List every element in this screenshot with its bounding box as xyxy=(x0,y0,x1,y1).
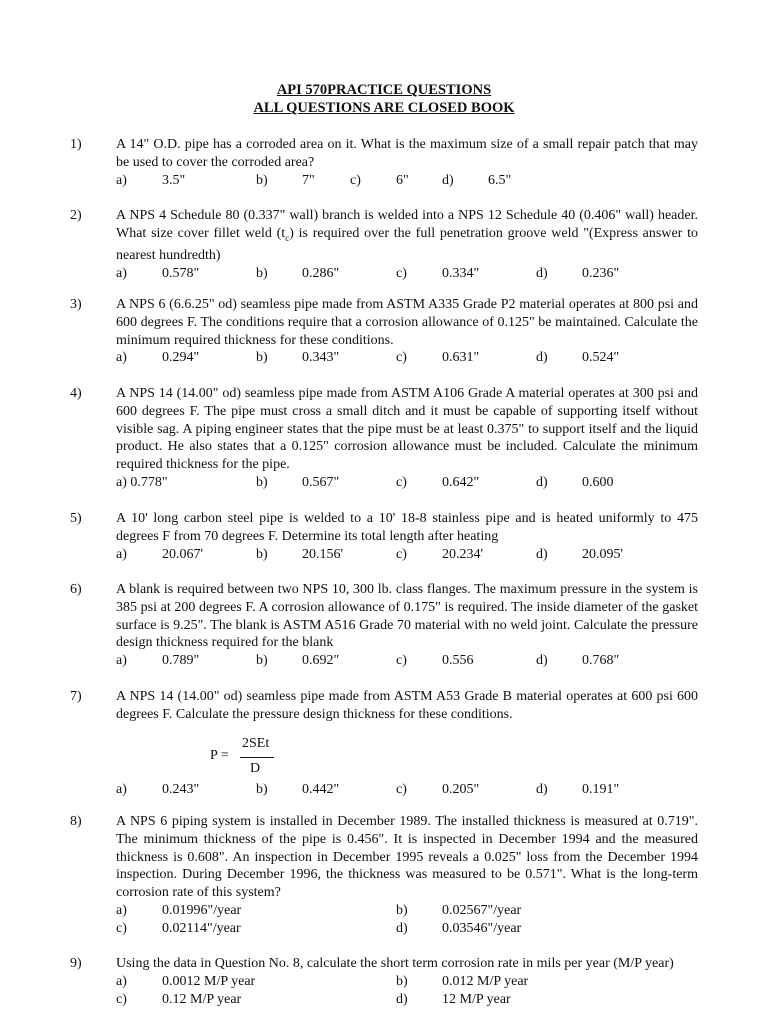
option-c-value: 0.02114"/year xyxy=(162,920,241,936)
option-d-value: 0.191" xyxy=(582,781,620,797)
answer-options-row-2 xyxy=(116,920,698,938)
question-text: Using the data in Question No. 8, calculate the short term corrosion rate in mils per year (M/P year) xyxy=(116,956,674,971)
option-b-value: 0.442" xyxy=(302,781,340,797)
option-b-value: 0.343" xyxy=(302,350,340,366)
option-a-label: a) xyxy=(116,350,127,366)
question-6 xyxy=(70,581,698,670)
option-a-label: a) xyxy=(116,172,127,188)
page-title: API 570PRACTICE QUESTIONS xyxy=(276,82,492,98)
option-a-label: a) xyxy=(116,781,127,797)
question-number: 9) xyxy=(70,956,82,971)
answer-options xyxy=(116,781,698,799)
option-c-label: c) xyxy=(396,653,407,669)
option-a-label: a) xyxy=(116,653,127,669)
option-d-value: 6.5" xyxy=(488,172,512,188)
question-text: A NPS 4 Schedule 80 (0.337" wall) branch is welded into a NPS 12 Schedule 40 (0.406" wall) header. What size cover fillet weld $(t_c)$ is required over the full penetration groove weld "(Express answer to nearest hundredth) xyxy=(116,208,698,264)
option-d-label: d) xyxy=(442,172,454,188)
option-a-value: 0.243" xyxy=(162,781,200,797)
option-d-value: 0.03546"/year xyxy=(442,920,522,936)
question-text: A NPS 6 piping system is installed in December 1989. The installed thickness is measured at 0.719". The minimum thickness of the pipe is 0.456". It is inspected in December 1994 and the measured thickness is 0.608". An inspection in December 1995 reveals a 0.025" loss from the December 1994 inspection. During December 1996, the thickness was measured to be 0.571". What is the long-term corrosion rate of this system? xyxy=(116,814,698,901)
option-c-value: 20.234' xyxy=(442,546,484,562)
option-b-value: 0.012 M/P year xyxy=(442,973,529,989)
question-3 xyxy=(70,296,698,367)
option-d-value: 0.768" xyxy=(582,653,620,669)
question-number: 5) xyxy=(70,511,82,526)
formula-denominator: D xyxy=(250,760,261,776)
question-5 xyxy=(70,510,698,563)
option-b-value: 0.567" xyxy=(302,474,340,490)
question-text: A blank is required between two NPS 10, 300 lb. class flanges. The maximum pressure in the system is 385 psi at 200 degrees F. A corrosion allowance of 0.175" is required. The inside diameter of the gasket surface is 9.25". The blank is ASTM A516 Grade 70 material with no weld joint. Calculate the pressure design thickness required for the blank xyxy=(116,582,698,651)
answer-options xyxy=(116,349,698,367)
option-b-value: 0.02567"/year xyxy=(442,902,522,918)
option-b-label: b) xyxy=(256,474,268,490)
option-d-label: d) xyxy=(536,474,548,490)
option-c-label: c) xyxy=(396,350,407,366)
option-a-value: 0.294" xyxy=(162,350,200,366)
option-b-value: 0.286" xyxy=(302,266,340,282)
option-c-value: 0.12 M/P year xyxy=(162,991,242,1007)
answer-options xyxy=(116,546,698,564)
option-b-label: b) xyxy=(396,973,408,989)
option-a-label: a) 0.778" xyxy=(116,474,168,490)
answer-options-row-1 xyxy=(116,902,698,920)
option-c-label: c) xyxy=(396,546,407,562)
option-c-value: 6" xyxy=(396,172,409,188)
option-b-value: 20.156' xyxy=(302,546,344,562)
fraction-bar xyxy=(240,757,274,758)
option-b-label: b) xyxy=(256,653,268,669)
question-number: 2) xyxy=(70,208,82,223)
question-text: A NPS 14 (14.00" od) seamless pipe made from ASTM A106 Grade A material operates at 300 psi and 600 degrees F. The pipe must cross a small ditch and it must be capable of supporting itself without visible sag. A piping engineer states that the pipe must be at least 0.375" to support itself and the liquid product. He also states that a 0.125" corrosion allowance must be included. Calculate the minimum required thickness for the pipe. xyxy=(116,386,698,473)
option-a-label: a) xyxy=(116,902,127,918)
answer-options xyxy=(116,265,698,283)
option-a-value: 20.067' xyxy=(162,546,204,562)
answer-options-row-2 xyxy=(116,991,698,1009)
option-c-value: 0.556 xyxy=(442,653,474,669)
question-number: 6) xyxy=(70,582,82,597)
question-9 xyxy=(70,955,698,1008)
option-b-label: b) xyxy=(256,781,268,797)
option-b-label: b) xyxy=(256,546,268,562)
formula-numerator: 2SEt xyxy=(242,735,270,751)
option-d-value: 0.524" xyxy=(582,350,620,366)
pressure-formula xyxy=(116,733,698,777)
question-8 xyxy=(70,813,698,938)
answer-options xyxy=(116,652,698,670)
document-header xyxy=(0,81,768,117)
question-number: 3) xyxy=(70,297,82,312)
option-b-label: b) xyxy=(256,266,268,282)
option-c-value: 0.205" xyxy=(442,781,480,797)
question-7 xyxy=(70,688,698,798)
option-a-value: 0.578" xyxy=(162,266,200,282)
answer-options-row-1 xyxy=(116,973,698,991)
question-text: A NPS 6 (6.6.25" od) seamless pipe made from ASTM A335 Grade P2 material operates at 800 psi and 600 degrees F. The conditions require that a corrosion allowance of 0.125" be maintained. Calculate the minimum required thickness for these conditions. xyxy=(116,297,698,348)
option-c-label: c) xyxy=(116,991,127,1007)
answer-options xyxy=(116,474,698,492)
question-2 xyxy=(70,207,698,283)
option-d-value: 12 M/P year xyxy=(442,991,511,1007)
formula-lhs: P = xyxy=(210,747,229,763)
option-b-label: b) xyxy=(256,350,268,366)
question-text: A 14" O.D. pipe has a corroded area on it. What is the maximum size of a small repair patch that may be used to cover the corroded area? xyxy=(116,137,698,170)
option-d-value: 0.236" xyxy=(582,266,620,282)
option-d-label: d) xyxy=(536,653,548,669)
option-c-label: c) xyxy=(396,781,407,797)
option-d-label: d) xyxy=(536,546,548,562)
option-d-value: 0.600 xyxy=(582,474,614,490)
option-c-value: 0.631" xyxy=(442,350,480,366)
question-text: A 10' long carbon steel pipe is welded to a 10' 18-8 stainless pipe and is heated uniformly to 475 degrees F from 70 degrees F. Determine its total length after heating xyxy=(116,511,698,544)
option-d-label: d) xyxy=(536,781,548,797)
option-a-label: a) xyxy=(116,266,127,282)
option-b-label: b) xyxy=(396,902,408,918)
option-a-label: a) xyxy=(116,546,127,562)
option-b-value: 7" xyxy=(302,172,315,188)
option-a-value: 0.0012 M/P year xyxy=(162,973,256,989)
option-d-label: d) xyxy=(536,350,548,366)
question-number: 7) xyxy=(70,689,82,704)
option-c-label: c) xyxy=(116,920,127,936)
option-a-value: 0.789" xyxy=(162,653,200,669)
option-c-label: c) xyxy=(396,474,407,490)
option-c-value: 0.334" xyxy=(442,266,480,282)
option-d-value: 20.095' xyxy=(582,546,624,562)
option-c-label: c) xyxy=(350,172,361,188)
question-number: 1) xyxy=(70,137,82,152)
question-number: 4) xyxy=(70,386,82,401)
option-b-value: 0.692" xyxy=(302,653,340,669)
option-a-label: a) xyxy=(116,973,127,989)
option-a-value: 3.5" xyxy=(162,172,186,188)
option-c-value: 0.642" xyxy=(442,474,480,490)
question-1 xyxy=(70,136,698,189)
question-text: A NPS 14 (14.00" od) seamless pipe made from ASTM A53 Grade B material operates at 600 psi 600 degrees F. Calculate the pressure design thickness for these conditions. xyxy=(116,689,698,722)
question-number: 8) xyxy=(70,814,82,829)
page-subtitle: ALL QUESTIONS ARE CLOSED BOOK xyxy=(253,100,515,116)
option-d-label: d) xyxy=(536,266,548,282)
option-d-label: d) xyxy=(396,991,408,1007)
question-4 xyxy=(70,385,698,492)
option-c-label: c) xyxy=(396,266,407,282)
option-b-label: b) xyxy=(256,172,268,188)
answer-options xyxy=(116,172,698,190)
option-a-value: 0.01996"/year xyxy=(162,902,242,918)
option-d-label: d) xyxy=(396,920,408,936)
